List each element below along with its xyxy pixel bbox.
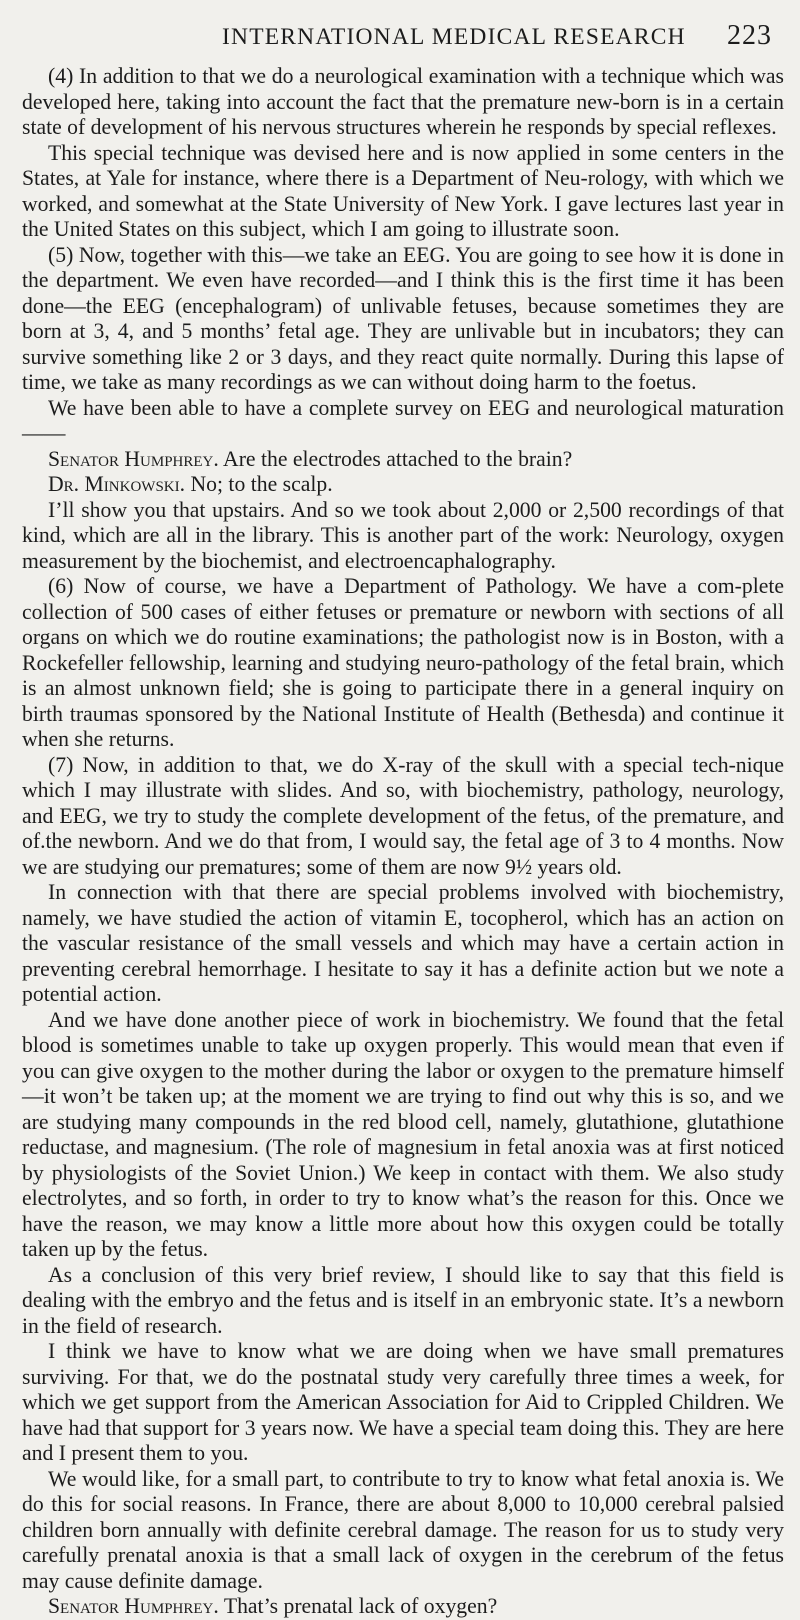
speaker-name: Dr. Minkowski. [48,472,186,496]
paragraph: (6) Now of course, we have a Department of Pathology. We have a com-plete collection of 500 cases of either fetuses or premature or newborn with sections of all organs on which we do routine examinations; the pathologist now is in Boston, with a Rockefeller fellowship, learning and studying neuro-pathology of the fetal brain, which is an almost unknown field; she is going to participate there in a general inquiry on birth traumas sponsored by the National Institute of Health (Bethesda) and continue it when she returns. [22,574,784,751]
paragraph: We have been able to have a complete survey on EEG and neurological maturation—— [22,395,784,445]
paragraph: (5) Now, together with this—we take an EEG. You are going to see how it is done in the department. We even have recorded—and I think this is the first time it has been done—the EEG (encephalogram) of unlivable fetuses, because sometimes they are born at 3, 4, and 5 months’ fetal age. They are unlivable but in incubators; they can survive something like 2 or 3 days, and they react quite normally. During this lapse of time, we take as many recordings as we can without doing harm to the foetus. [22,242,784,394]
paragraph: And we have done another piece of work in biochemistry. We found that the fetal blood is sometimes unable to take up oxygen properly. This would mean that even if you can give oxygen to the mother during the labor or oxygen to the premature himself—it won’t be taken up; at the moment we are trying to find out why this is so, and we are studying many compounds in the red blood cell, namely, glutathione, glutathione reductase, and magnesium. (The role of magnesium in fetal anoxia was at first noticed by physiologists of the Soviet Union.) We keep in contact with them. We also study electrolytes, and so forth, in order to try to know what’s the reason for this. Once we have the reason, we may know a little more about how this oxygen could be totally taken up by the fetus. [22,1007,784,1261]
paragraph: I’ll show you that upstairs. And so we took about 2,000 or 2,500 recordings of that kind, which are all in the library. This is another part of the work: Neurology, oxygen measurement by the biochemist, and electroencaphalography. [22,497,784,573]
dialogue-text: That’s prenatal lack of oxygen? [218,1594,498,1618]
page-header [0,14,800,56]
paragraph: We would like, for a small part, to contribute to try to know what fetal anoxia is. We do this for social reasons. In France, there are about 8,000 to 10,000 cerebral palsied children born annually with definite cerebral damage. The reason for us to study very carefully prenatal anoxia is that a small lack of oxygen in the cerebrum of the fetus may cause definite damage. [22,1466,784,1593]
paragraph: As a conclusion of this very brief review, I should like to say that this field is dealing with the embryo and the fetus and is itself in an embryonic state. It’s a newborn in the field of research. [22,1262,784,1338]
paragraph: (4) In addition to that we do a neurological examination with a technique which was developed here, taking into account the fact that the premature new-born is in a certain state of development of his nervous structures wherein he responds by special reflexes. [22,64,784,139]
paragraph: I think we have to know what we are doing when we have small prematures surviving. For that, we do the postnatal study very carefully three times a week, for which we get support from the American Association for Aid to Crippled Children. We have had that support for 3 years now. We have a special team doing this. They are here and I present them to you. [22,1339,784,1465]
dialogue-text: Are the electrodes attached to the brain? [218,446,573,471]
dialogue-line [22,1594,784,1620]
running-head: INTERNATIONAL MEDICAL RESEARCH [222,24,686,50]
page-number: 223 [727,20,772,51]
dialogue-line [22,447,784,473]
paragraph: In connection with that there are special problems involved with biochemistry, namely, we have studied the action of vitamin E, tocopherol, which has an action on the vascular resistance of the small vessels and which may have a certain action in preventing cerebral hemorrhage. I hesitate to say it has a definite action but we note a potential action. [22,880,784,1006]
speaker-name: Senator Humphrey. [48,1594,219,1618]
dialogue-line [22,472,784,498]
paragraph: (7) Now, in addition to that, we do X-ray of the skull with a special tech-nique which I may illustrate with slides. And so, with biochemistry, pathology, neurology, and EEG, we try to study the complete development of the fetus, of the premature, and of.the newborn. And we do that from, I would say, the fetal age of 3 to 4 months. Now we are studying our prematures; some of them are now 9½ years old. [22,752,784,879]
paragraph: This special technique was devised here and is now applied in some centers in the States, at Yale for instance, where there is a Department of Neu-rology, with which we worked, and somewhat at the State University of New York. I gave lectures last year in the United States on this subject, which I am going to illustrate soon. [22,140,784,241]
speaker-name: Senator Humphrey. [48,446,219,471]
body-text [22,64,784,1620]
dialogue-text: No; to the scalp. [185,472,333,496]
